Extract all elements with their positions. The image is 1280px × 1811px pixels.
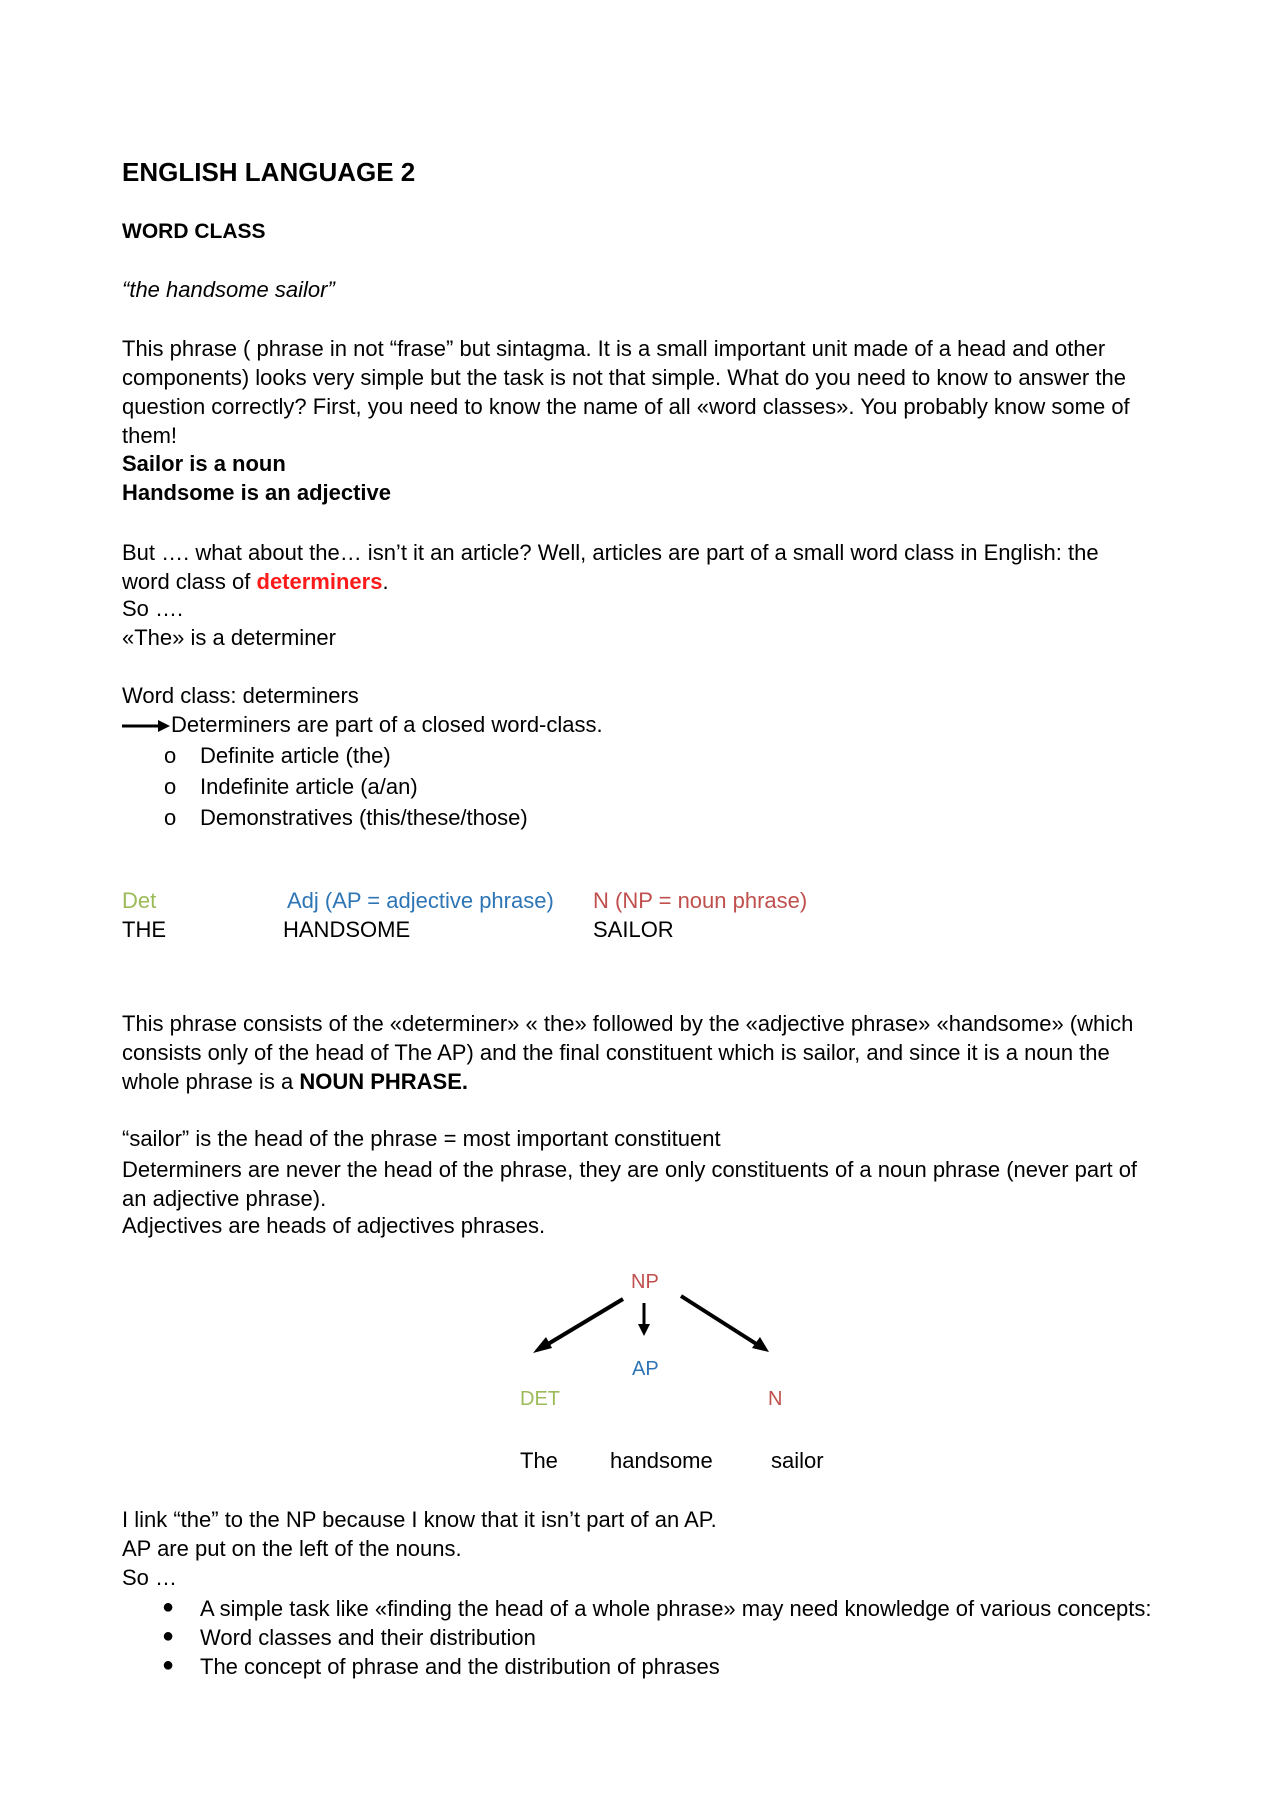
n-label: N (NP = noun phrase) (593, 888, 808, 913)
fact-noun: Sailor is a noun (122, 451, 286, 476)
arrow-to-n-icon (681, 1296, 769, 1352)
list-marker: o (164, 774, 177, 799)
arrow-to-ap-icon (638, 1303, 650, 1336)
determiners-highlight: determiners (256, 569, 383, 594)
tree-det-node: DET (520, 1388, 560, 1410)
list-item-text: Definite article (the) (200, 743, 391, 768)
tree-ap-node: AP (632, 1358, 659, 1380)
bullet-item (160, 1623, 1151, 1652)
explanation-text: This phrase consists of the «determiner» « the» followed by the «adjective phrase» «handsome» (which consists only of the head of The AP) and the final constituent which is sailor, and since it is a noun the whole phrase is a (122, 1011, 1134, 1094)
section-heading: WORD CLASS (122, 220, 266, 243)
tree-n-node: N (768, 1388, 783, 1410)
concept-list (160, 1594, 1151, 1681)
fact-adjective: Handsome is an adjective (122, 480, 391, 505)
bullet-item (160, 1652, 1151, 1681)
list-item-text: Indefinite article (a/an) (200, 774, 418, 799)
head-line: “sailor” is the head of the phrase = most important constituent (122, 1126, 721, 1151)
link-line: I link “the” to the NP because I know that it isn’t part of an AP. (122, 1507, 717, 1532)
word-class-heading: Word class: determiners (122, 683, 359, 708)
list-item-text: Demonstratives (this/these/those) (200, 805, 528, 830)
tree-word-handsome: handsome (610, 1448, 713, 1473)
det-word: THE (122, 917, 166, 942)
adjective-head-line: Adjectives are heads of adjectives phrases. (122, 1213, 546, 1238)
so-line-2: So … (122, 1565, 178, 1590)
bullet-text: The concept of phrase and the distribution of phrases (200, 1654, 720, 1679)
bullet-marker: ● (162, 1596, 175, 1618)
bullet-marker: ● (162, 1625, 175, 1647)
intro-paragraph: This phrase ( phrase in not “frase” but sintagma. It is a small important unit made of a head and other components) looks very simple but the task is not that simple. What do you need to know to answer the question correctly? First, you need to know the name of all «word classes». You probably know some of them! (122, 336, 1130, 448)
bullet-text: A simple task like «finding the head of a whole phrase» may need knowledge of various concepts: (200, 1596, 1152, 1621)
list-marker: o (164, 805, 177, 830)
closed-class-line: Determiners are part of a closed word-class. (171, 712, 603, 737)
bullet-marker: ● (162, 1654, 175, 1676)
adj-label: Adj (AP = adjective phrase) (287, 888, 554, 913)
article-period: . (382, 569, 389, 594)
tree-word-sailor: sailor (771, 1448, 824, 1473)
det-label: Det (122, 888, 157, 913)
bullet-item (160, 1594, 1151, 1623)
page-title: ENGLISH LANGUAGE 2 (122, 157, 416, 187)
ap-position-line: AP are put on the left of the nouns. (122, 1536, 462, 1561)
so-line: So …. (122, 596, 184, 621)
the-determiner-line: «The» is a determiner (122, 625, 336, 650)
quote-text: “the handsome sailor” (122, 277, 335, 302)
article-text: But …. what about the… isn’t it an article? Well, articles are part of a small word class in English: the word class of (122, 540, 1099, 594)
bullet-text: Word classes and their distribution (200, 1625, 536, 1650)
n-word: SAILOR (593, 917, 674, 942)
determiner-head-paragraph: Determiners are never the head of the phrase, they are only constituents of a noun phrase (never part of an adjective phrase). (122, 1157, 1138, 1211)
adj-word: HANDSOME (283, 917, 411, 942)
tree-word-the: The (520, 1448, 558, 1473)
arrow-to-det-icon (533, 1299, 623, 1353)
tree-np-node: NP (631, 1271, 659, 1293)
list-marker: o (164, 743, 177, 768)
noun-phrase-term: NOUN PHRASE. (299, 1069, 469, 1094)
